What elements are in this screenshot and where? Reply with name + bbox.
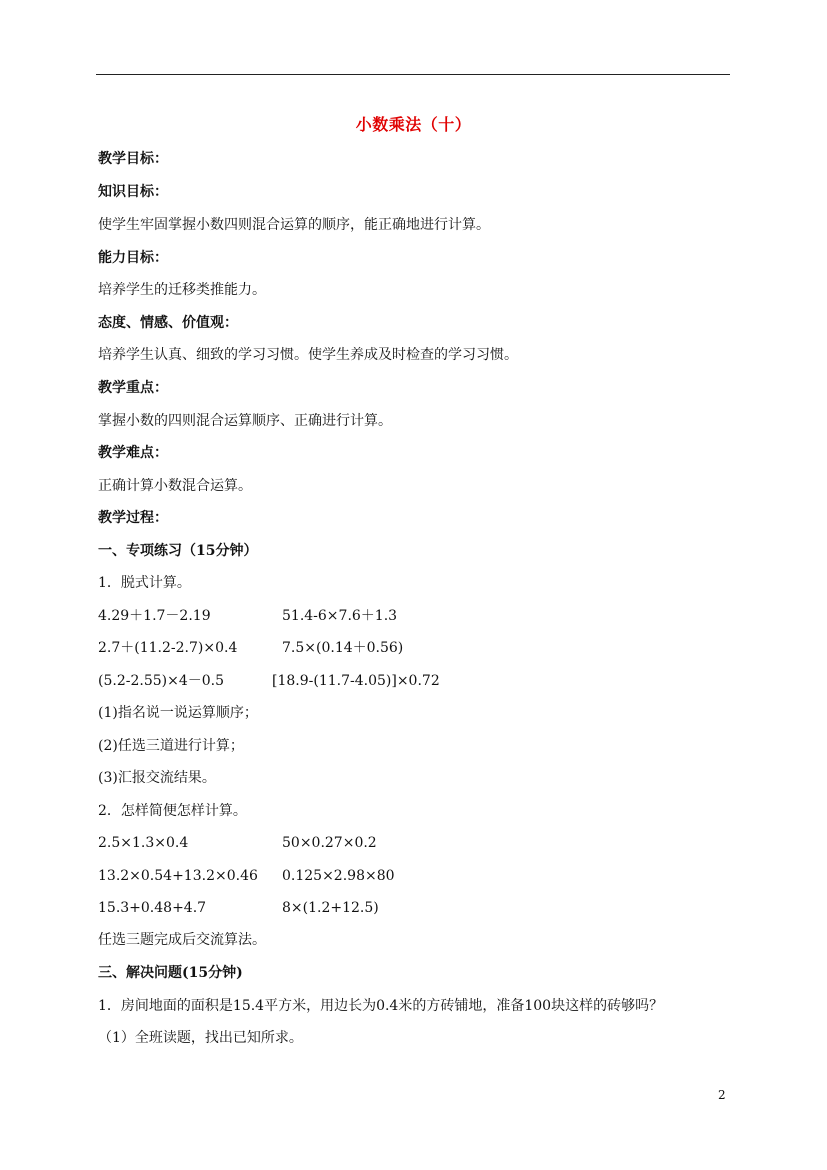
q1-step-2: (2)任选三道进行计算； bbox=[98, 738, 244, 754]
q2-label: 2．怎样简便怎样计算。 bbox=[98, 803, 247, 819]
q2-expr-3b: 8×(1.2+12.5) bbox=[282, 900, 379, 916]
q1-expr-3a: (5.2-2.55)×4－0.5 bbox=[98, 673, 224, 689]
q1-step-1: (1)指名说一说运算顺序； bbox=[98, 705, 258, 721]
q2-expr-2b: 0.125×2.98×80 bbox=[282, 868, 395, 884]
page-title: 小数乘法（十） bbox=[355, 115, 472, 134]
key-heading: 教学重点： bbox=[98, 380, 168, 396]
part1-heading: 一、专项练习（15分钟） bbox=[98, 543, 258, 559]
q1-expr-2b: 7.5×(0.14＋0.56) bbox=[282, 640, 404, 656]
q1-expr-2a: 2.7＋(11.2-2.7)×0.4 bbox=[98, 640, 238, 656]
q2-expr-1b: 50×0.27×0.2 bbox=[282, 835, 377, 851]
header-rule bbox=[96, 74, 730, 75]
attitude-text: 培养学生认真、细致的学习习惯。使学生养成及时检查的学习习惯。 bbox=[98, 347, 518, 363]
q2-note: 任选三题完成后交流算法。 bbox=[98, 932, 266, 948]
q1-step-3: (3)汇报交流结果。 bbox=[98, 770, 216, 786]
q1-expr-1b: 51.4-6×7.6＋1.3 bbox=[282, 608, 398, 624]
goals-heading: 教学目标： bbox=[98, 151, 168, 167]
process-heading: 教学过程： bbox=[98, 510, 168, 526]
q2-expr-1a: 2.5×1.3×0.4 bbox=[98, 835, 189, 851]
difficulty-text: 正确计算小数混合运算。 bbox=[98, 478, 252, 494]
part3-heading: 三、解决问题(15分钟) bbox=[98, 965, 243, 981]
ability-text: 培养学生的迁移类推能力。 bbox=[98, 282, 266, 298]
q1-label: 1．脱式计算。 bbox=[98, 575, 191, 591]
q1-expr-3b: [18.9-(11.7-4.05)]×0.72 bbox=[272, 673, 440, 689]
ability-heading: 能力目标： bbox=[98, 250, 168, 266]
knowledge-text: 使学生牢固掌握小数四则混合运算的顺序，能正确地进行计算。 bbox=[98, 217, 490, 233]
q2-expr-2a: 13.2×0.54+13.2×0.46 bbox=[98, 868, 258, 884]
difficulty-heading: 教学难点： bbox=[98, 445, 168, 461]
knowledge-heading: 知识目标： bbox=[98, 184, 168, 200]
q2-expr-3a: 15.3+0.48+4.7 bbox=[98, 900, 207, 916]
page-number: 2 bbox=[718, 1088, 726, 1102]
problem-step-1: （1）全班读题，找出已知所求。 bbox=[98, 1030, 303, 1046]
q1-expr-1a: 4.29＋1.7－2.19 bbox=[98, 608, 211, 624]
problem-text: 1．房间地面的面积是15.4平方米，用边长为0.4米的方砖铺地，准备100块这样的砖够吗？ bbox=[98, 998, 664, 1014]
attitude-heading: 态度、情感、价值观： bbox=[98, 315, 238, 331]
key-text: 掌握小数的四则混合运算顺序、正确进行计算。 bbox=[98, 413, 392, 429]
